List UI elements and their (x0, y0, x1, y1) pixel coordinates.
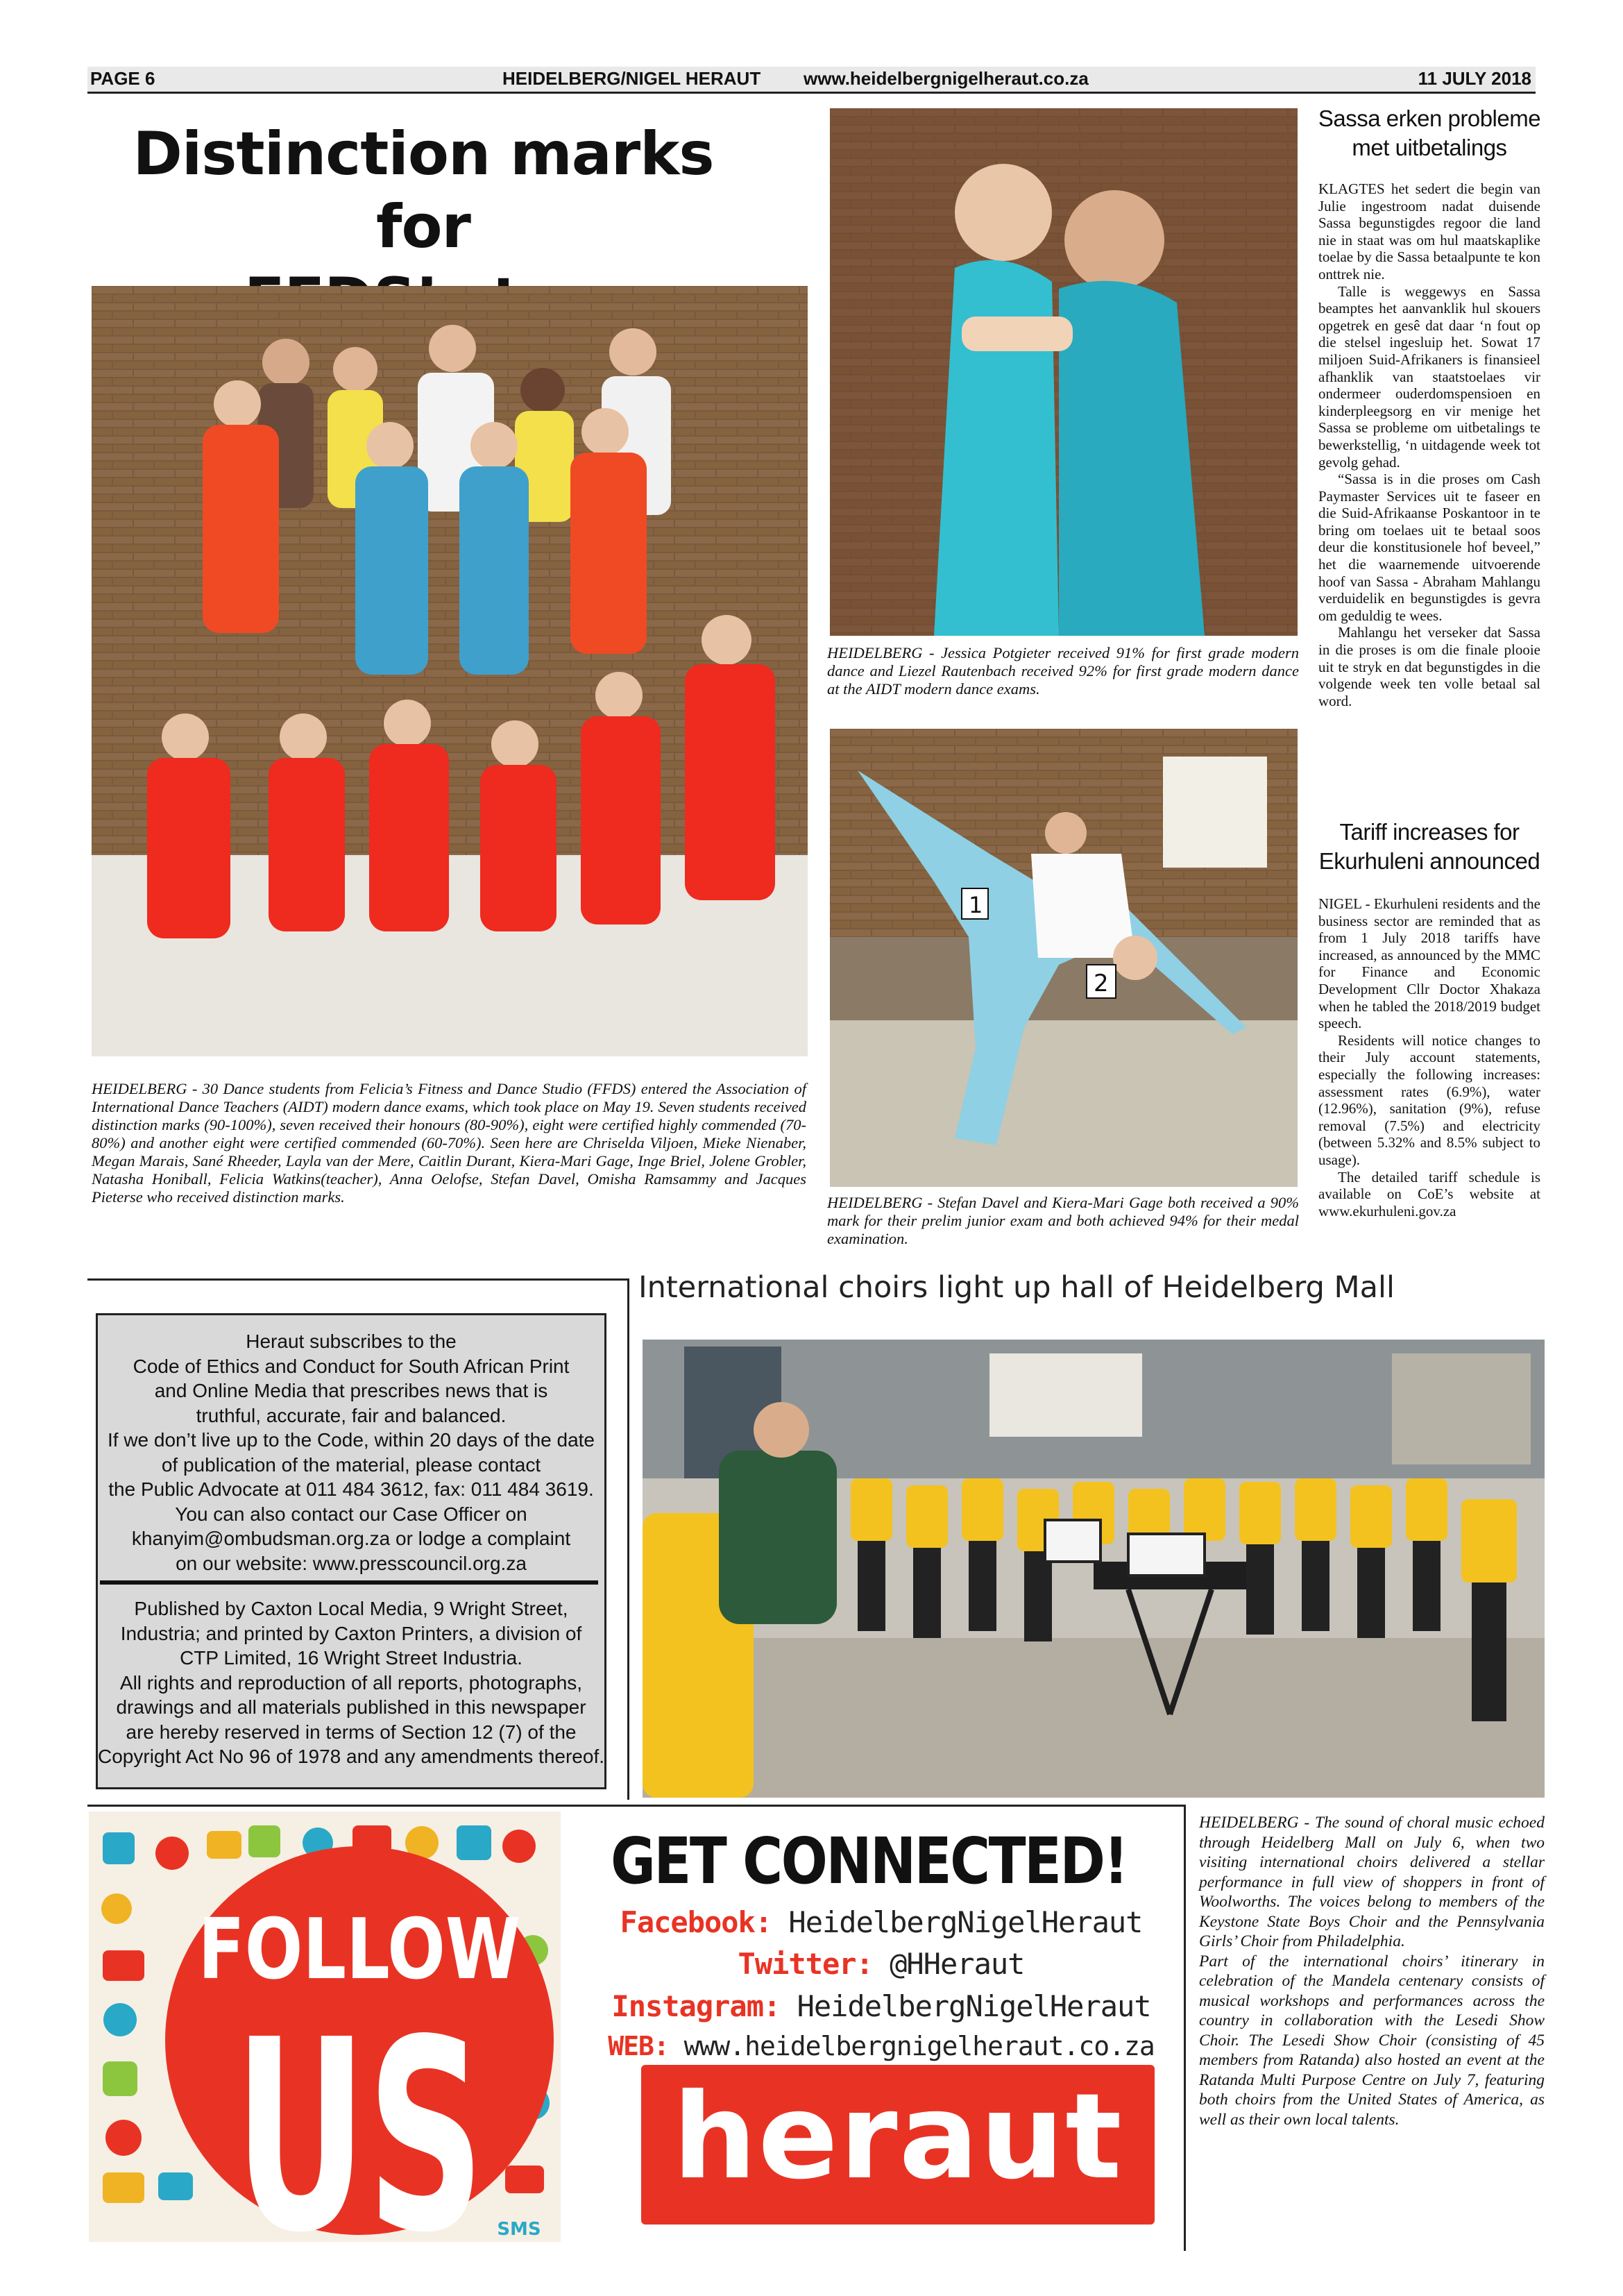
twitter-line[interactable] (597, 1947, 1166, 1981)
press-notice-line: Heraut subscribes to the (246, 1331, 457, 1352)
press-notice-line: Industria; and printed by Caxton Printers, a division of (120, 1622, 582, 1644)
press-notice-line: CTP Limited, 16 Wright Street Industria. (180, 1647, 522, 1669)
choir-paragraph: Part of the international choirs’ itinerary in celebration of the Mandela centenary consists of musical workshops and performances across the country in collaboration with the Lesedi Show Choir. The Lesedi Show Choir (consisting of 45 members from Ratanda) also hosted an event at the Ratanda Multi Purpose Centre on July 7, featuring both choirs from the United States of America, as well as their own local talents. (1199, 1952, 1545, 2129)
facebook-label: Facebook: (620, 1905, 772, 1939)
headline-line-1: Distinction marks for (133, 119, 714, 262)
page-number: PAGE 6 (90, 68, 155, 89)
tariff-headline (1315, 818, 1544, 876)
stefan-kiera-caption: HEIDELBERG - Stefan Davel and Kiera-Mari Gage both received a 90% mark for their prelim junior exam and both achieved 94% for their medal examination. (827, 1194, 1299, 1247)
stefan-kiera-photo (830, 729, 1298, 1187)
us-text: US (234, 1983, 485, 2242)
tariff-headline-line-2: Ekurhuleni announced (1318, 848, 1540, 874)
instagram-label: Instagram: (611, 1989, 781, 2023)
press-notice-line: All rights and reproduction of all reports, photographs, (119, 1671, 583, 1694)
sassa-headline (1315, 104, 1544, 162)
press-notice-line: khanyim@ombudsman.org.za or lodge a complaint (131, 1528, 571, 1549)
press-notice-line: truthful, accurate, fair and balanced. (196, 1404, 507, 1426)
sassa-paragraph: Mahlangu het verseker dat Sassa in die proses is om die finale plooie uit te stryk en dat begunstigdes in die volgende week ten volle betaal sal word. (1318, 624, 1540, 709)
choir-headline: International choirs light up hall of Heidelberg Mall (638, 1270, 1395, 1305)
facebook-line[interactable] (597, 1905, 1166, 1939)
tariff-paragraph: The detailed tariff schedule is available on CoE’s website at www.ekurhuleni.gov.za (1318, 1168, 1540, 1219)
press-notice-line: If we don’t live up to the Code, within 20 days of the date (108, 1429, 595, 1451)
bib-number-2: 2 (1094, 970, 1109, 997)
tariff-body (1318, 895, 1540, 1219)
sassa-paragraph: Talle is weggewys en Sassa beamptes het aanvanklik hul skouers opgetrek en gesê dat daar ‘n fout op die stelsel ingesluip het. Sowat 17 miljoen Suid-Afrikaners is finansieel afhanklik van staatstoelaes vir ondermeer ouderdomspensioen en kinderpleegsorg en vir menige het Sassa se probleme om uitbetalings te bewerkstellig, ‘n uitdagende week tot gevolg gehad. (1318, 282, 1540, 471)
instagram-line[interactable] (597, 1989, 1166, 2023)
press-notice-line: of publication of the material, please contact (161, 1453, 541, 1476)
paper-url[interactable]: www.heidelbergnigelheraut.co.za (804, 68, 1089, 89)
press-council-divider (100, 1580, 598, 1585)
press-notice-line: Copyright Act No 96 of 1978 and any amendments thereof. (98, 1746, 605, 1767)
bib-number-1: 1 (969, 892, 983, 918)
page-header (87, 67, 1536, 94)
web-line[interactable] (597, 2031, 1166, 2061)
heraut-logo-text: heraut (672, 2068, 1123, 2206)
choir-photo (643, 1340, 1545, 1798)
press-notice-line: drawings and all materials published in this newspaper (116, 1696, 586, 1718)
instagram-handle[interactable]: HeidelbergNigelHeraut (797, 1989, 1151, 2023)
choir-caption (1199, 1813, 1545, 2129)
press-council-box (96, 1313, 606, 1789)
social-icons-collage (89, 1812, 561, 2242)
sassa-paragraph: KLAGTES het sedert die begin van Julie ingestroom nadat duisende Sassa begunstigdes regoor die land nie in staat was om hul maatskaplike toelae by die Sassa betaalpunte te kon onttrek nie. (1318, 180, 1540, 282)
paper-name: HEIDELBERG/NIGEL HERAUT (502, 68, 761, 89)
issue-date: 11 JULY 2018 (1418, 68, 1531, 89)
sassa-body (1318, 180, 1540, 709)
sassa-headline-line-2: met uitbetalings (1352, 135, 1507, 160)
get-connected-heading: GET CONNECTED! (611, 1824, 1128, 1898)
press-notice-line: You can also contact our Case Officer on (175, 1503, 527, 1525)
press-notice-line: and Online Media that prescribes news that is (154, 1380, 548, 1401)
sassa-headline-line-1: Sassa erken probleme (1318, 105, 1541, 131)
follow-text: FOLLOW (198, 1900, 521, 1998)
twitter-handle[interactable]: @HHeraut (890, 1947, 1025, 1981)
press-notice-line: Published by Caxton Local Media, 9 Wright Street, (134, 1598, 568, 1619)
web-url[interactable]: www.heidelbergnigelheraut.co.za (683, 2031, 1155, 2061)
press-notice-line: Code of Ethics and Conduct for South African Print (133, 1355, 570, 1377)
sassa-paragraph: “Sassa is in die proses om Cash Paymaster Services uit te faseer en die Suid-Afrikaanse Poskantoor in te bring om toelaes uit te betaal soos deur die konstitusionele hof beveel,” het die waarnemende uitvoerende hoof van Sassa - Abraham Mahlangu verduidelik en begunstigdes is gevra om geduldig te wees. (1318, 471, 1540, 624)
web-label: WEB: (608, 2031, 669, 2061)
press-code-notice (98, 1315, 604, 1576)
sms-icon: SMS (497, 2219, 541, 2240)
dance-group-photo (92, 286, 808, 1056)
press-notice-line: the Public Advocate at 011 484 3612, fax: 011 484 3619. (108, 1478, 594, 1500)
tariff-headline-line-1: Tariff increases for (1339, 819, 1520, 845)
jessica-liezel-photo (830, 108, 1298, 636)
jessica-liezel-caption: HEIDELBERG - Jessica Potgieter received 91% for first grade modern dance and Liezel Rautenbach received 92% for first grade modern dance at the AIDT modern dance exams. (827, 644, 1299, 698)
press-notice-line: are hereby reserved in terms of Section 12 (7) of the (126, 1721, 577, 1743)
facebook-handle[interactable]: HeidelbergNigelHeraut (788, 1905, 1143, 1939)
publisher-notice (98, 1596, 604, 1769)
choir-paragraph: HEIDELBERG - The sound of choral music echoed through Heidelberg Mall on July 6, when two visiting international choirs delivered a stellar performance in full view of shoppers in front of Woolworths. The voices belong to members of the Keystone State Boys Choir and the Pennsylvania Girls’ Choir from Philadelphia. (1199, 1814, 1545, 1950)
dance-caption: HEIDELBERG - 30 Dance students from Felicia’s Fitness and Dance Studio (FFDS) entered the Association of International Dance Teachers (AIDT) modern dance exams, which took place on May 19. Seven students received distinction marks (90-100%), seven received their honours (80-90%), eight were certified highly commended (70-80%) and another eight were certified commended (60-70%). Seen here are Chriselda Viljoen, Mieke Nienaber, Megan Marais, Sané Rheeder, Layla van der Mere, Caitlin Durant, Kiera-Mari Gage, Inge Briel, Jolene Grobler, Natasha Honiball, Felicia Watkins(teacher), Anna Oelofse, Stefan Davel, Omisha Ramsammy and Jacques Pieterse who received distinction marks. (92, 1080, 806, 1206)
tariff-paragraph: Residents will notice changes to their July account statements, especially the following increases: assessment rates (6.9%), water (12.96%), sanitation (9%), refuse removal (7.5%) and electricity (between 5.32% and 8.5% subject to usage). (1318, 1031, 1540, 1168)
tariff-paragraph: NIGEL - Ekurhuleni residents and the business sector are reminded that as from 1 July 2018 tariffs have increased, as announced by the MMC for Finance and Economic Development Cllr Doctor Xhakaza when he tabled the 2018/2019 budget speech. (1318, 895, 1540, 1032)
twitter-label: Twitter: (738, 1947, 873, 1981)
press-notice-line: on our website: www.presscouncil.org.za (176, 1552, 527, 1574)
